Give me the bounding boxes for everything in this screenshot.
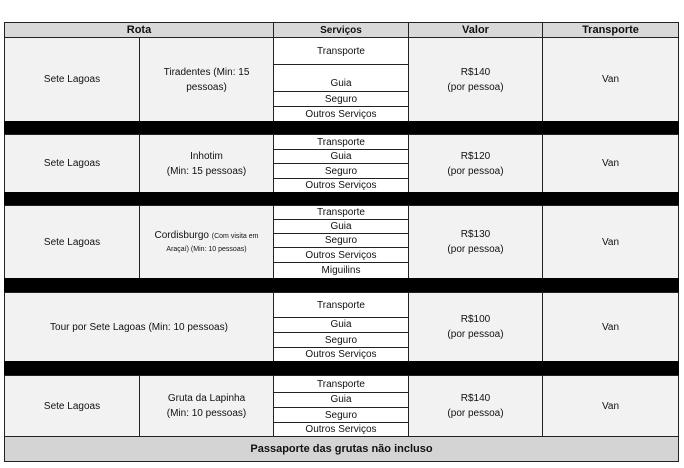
row-city: Sete Lagoas <box>4 375 140 437</box>
price-value: R$140 <box>460 393 491 404</box>
footer-note: Passaporte das grutas não incluso <box>4 436 679 462</box>
service-item: Miguilins <box>273 262 409 279</box>
price-note: (por pessoa) <box>447 408 504 419</box>
row-price <box>408 292 543 362</box>
row-separator <box>4 192 679 206</box>
row-transport: Van <box>542 134 679 193</box>
row-destination <box>139 134 274 193</box>
service-item: Outros Serviços <box>273 247 409 263</box>
service-item: Seguro <box>273 163 409 179</box>
service-item: Outros Serviços <box>273 422 409 437</box>
row-destination <box>139 375 274 437</box>
row-city: Sete Lagoas <box>4 134 140 193</box>
row-transport: Van <box>542 205 679 279</box>
destination-detail: (Com visita em <box>211 232 259 240</box>
price-note: (por pessoa) <box>447 81 504 93</box>
price-value: R$140 <box>460 66 491 78</box>
pricing-table <box>4 22 679 463</box>
price-value: R$130 <box>460 229 491 240</box>
row-price <box>408 37 543 122</box>
row-destination <box>139 37 274 122</box>
header-transport: Transporte <box>542 22 679 38</box>
row-price <box>408 375 543 437</box>
row-route-full: Tour por Sete Lagoas (Min: 10 pessoas) <box>4 292 274 362</box>
service-item: Guia <box>273 392 409 408</box>
row-separator <box>4 361 679 376</box>
destination-line: Tiradentes (Min: 15 <box>163 66 250 78</box>
destination-line: Inhotim <box>190 150 223 162</box>
service-item: Transporte <box>273 292 409 318</box>
row-transport: Van <box>542 375 679 437</box>
service-item: Outros Serviços <box>273 178 409 193</box>
row-transport: Van <box>542 37 679 122</box>
destination-line: (Min: 10 pessoas) <box>166 408 247 419</box>
price-value: R$100 <box>460 314 491 325</box>
service-item: Seguro <box>273 332 409 348</box>
row-city: Sete Lagoas <box>4 37 140 122</box>
service-item: Seguro <box>273 407 409 423</box>
row-destination <box>139 205 274 279</box>
destination-line <box>155 229 259 243</box>
price-note: (por pessoa) <box>447 165 504 177</box>
header-services: Serviços <box>273 22 409 38</box>
destination-line: (Min: 15 pessoas) <box>166 165 247 177</box>
row-separator <box>4 278 679 293</box>
service-item: Guia <box>273 149 409 164</box>
service-item: Transporte <box>273 375 409 393</box>
service-item: Transporte <box>273 134 409 150</box>
row-price <box>408 205 543 279</box>
service-item: Seguro <box>273 91 409 107</box>
service-item: Guia <box>273 219 409 234</box>
service-item: Guia <box>273 64 409 92</box>
row-transport: Van <box>542 292 679 362</box>
destination-line: Gruta da Lapinha <box>167 393 246 404</box>
row-price <box>408 134 543 193</box>
service-item: Outros Serviços <box>273 106 409 122</box>
price-note: (por pessoa) <box>447 244 504 255</box>
row-city: Sete Lagoas <box>4 205 140 279</box>
service-item: Guia <box>273 317 409 333</box>
row-separator <box>4 121 679 135</box>
service-item: Transporte <box>273 37 409 65</box>
price-value: R$120 <box>460 150 491 162</box>
service-item: Outros Serviços <box>273 347 409 362</box>
service-item: Seguro <box>273 233 409 248</box>
header-value: Valor <box>408 22 543 38</box>
destination-line: pessoas) <box>186 81 227 93</box>
header-route: Rota <box>4 22 274 38</box>
destination-detail: Araçaí) (Min: 10 pessoas) <box>166 245 247 253</box>
destination-main: Cordisburgo <box>154 229 209 241</box>
price-note: (por pessoa) <box>447 329 504 340</box>
service-item: Transporte <box>273 205 409 220</box>
